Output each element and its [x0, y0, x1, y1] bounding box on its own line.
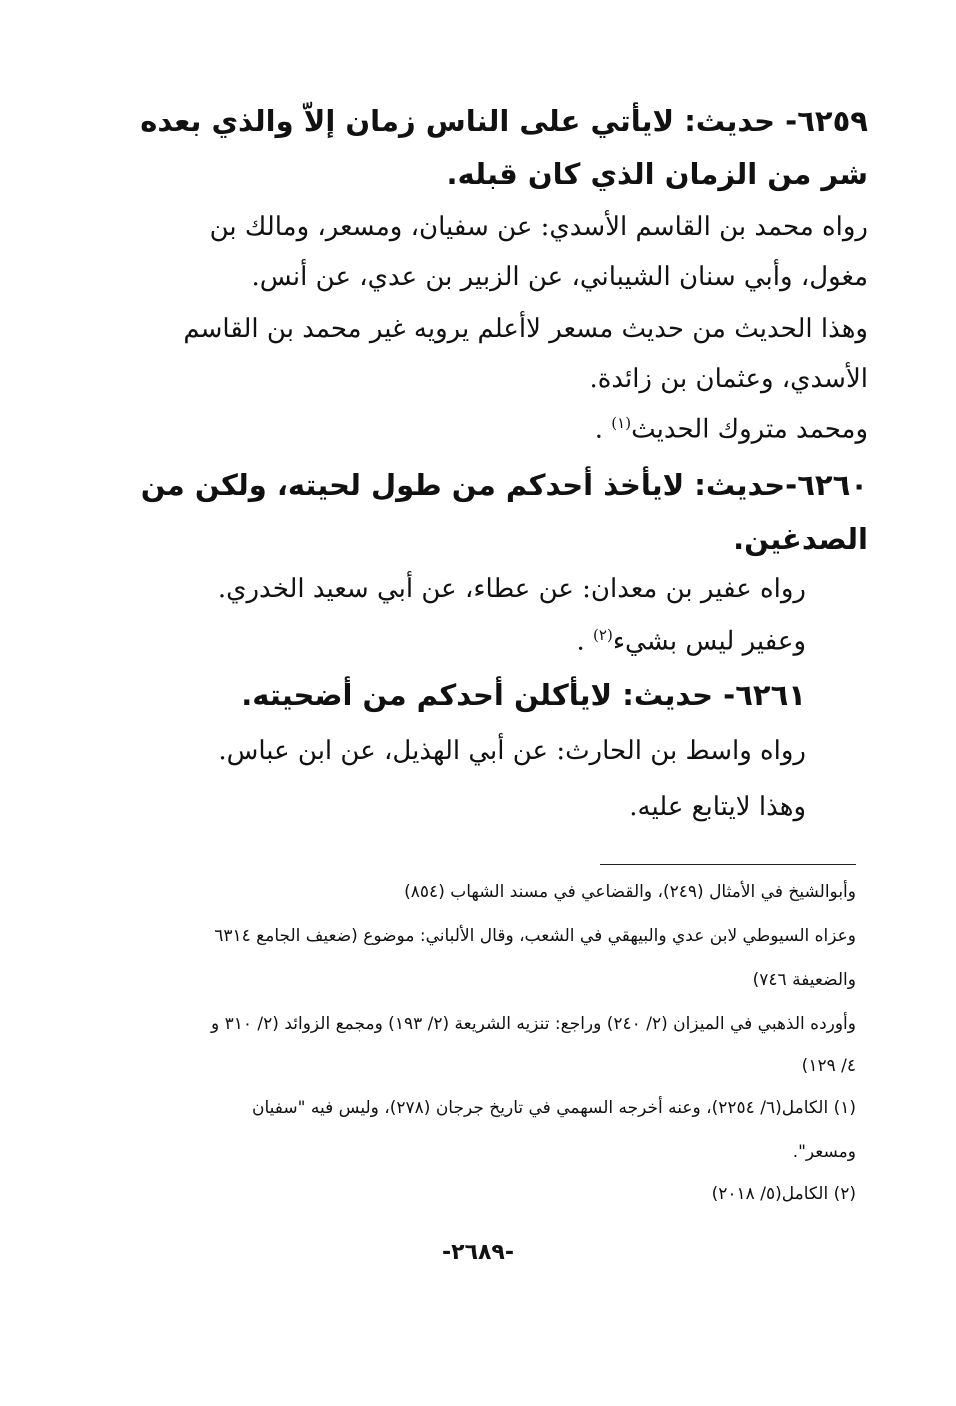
hadith-6261-comment: وهذا لايتابع عليه. — [629, 792, 806, 822]
verdict-period: . — [594, 414, 604, 445]
footnote-2: (٢) الكامل(٥/ ٢٠١٨) — [711, 1184, 856, 1204]
verdict-text: ومحمد متروك الحديث — [631, 414, 868, 445]
verdict-text: وعفير ليس بشيء — [612, 626, 806, 657]
footnote-1: (١) الكامل(٦/ ٢٢٥٤)، وعنه أخرجه السهمي في تاريخ جرجان (٢٧٨)، وليس فيه "سفيان — [252, 1098, 856, 1118]
hadith-6259-narration-line1: رواه محمد بن القاسم الأسدي: عن سفيان، ومسعر، ومالك بن — [209, 212, 868, 242]
hadith-6259-comment-line2: الأسدي، وعثمان بن زائدة. — [589, 364, 868, 394]
hadith-6261-heading: ٦٢٦١- حديث: لايأكلن أحدكم من أضحيته. — [241, 678, 806, 712]
verdict-period: . — [576, 626, 585, 657]
hadith-6260-heading-line2: الصدغين. — [733, 522, 868, 556]
footnote-separator — [600, 864, 856, 865]
hadith-6260-verdict — [577, 626, 807, 657]
footnote-line: وعزاه السيوطي لابن عدي والبيهقي في الشعب، وقال الألباني: موضوع (ضعيف الجامع ٦٣١٤ — [214, 926, 856, 946]
hadith-6259-narration-line2: مغول، وأبي سنان الشيباني، عن الزبير بن عدي، عن أنس. — [251, 262, 868, 292]
hadith-6259-comment-line1: وهذا الحديث من حديث مسعر لاأعلم يرويه غير محمد بن القاسم — [183, 314, 868, 344]
hadith-6260-narration: رواه عفير بن معدان: عن عطاء، عن أبي سعيد الخدري. — [217, 574, 806, 604]
footnote-ref-1: (١) — [611, 414, 632, 432]
footnote-line: ٤/ ١٢٩) — [801, 1056, 856, 1076]
footnote-line: وأبوالشيخ في الأمثال (٢٤٩)، والقضاعي في مسند الشهاب (٨٥٤) — [404, 882, 856, 902]
hadith-6259-verdict — [595, 414, 868, 445]
footnote-line: والضعيفة ٧٤٦) — [752, 970, 856, 990]
hadith-6259-heading-line2: شر من الزمان الذي كان قبله. — [446, 157, 868, 191]
hadith-6261-narration: رواه واسط بن الحارث: عن أبي الهذيل، عن ابن عباس. — [218, 736, 806, 766]
page-number: -٢٦٨٩- — [442, 1240, 514, 1265]
hadith-6259-heading-line1: ٦٢٥٩- حديث: لايأتي على الناس زمان إلاّ والذي بعده — [140, 104, 868, 138]
footnote-line: وأورده الذهبي في الميزان (٢/ ٢٤٠) وراجع: تنزيه الشريعة (٢/ ١٩٣) ومجمع الزوائد (٢/ ٣١٠ و — [210, 1014, 856, 1034]
footnote-1-continued: ومسعر". — [792, 1142, 856, 1162]
footnote-ref-2: (٢) — [593, 626, 613, 644]
hadith-6260-heading-line1: ٦٢٦٠-حديث: لايأخذ أحدكم من طول لحيته، ولكن من — [140, 468, 868, 502]
